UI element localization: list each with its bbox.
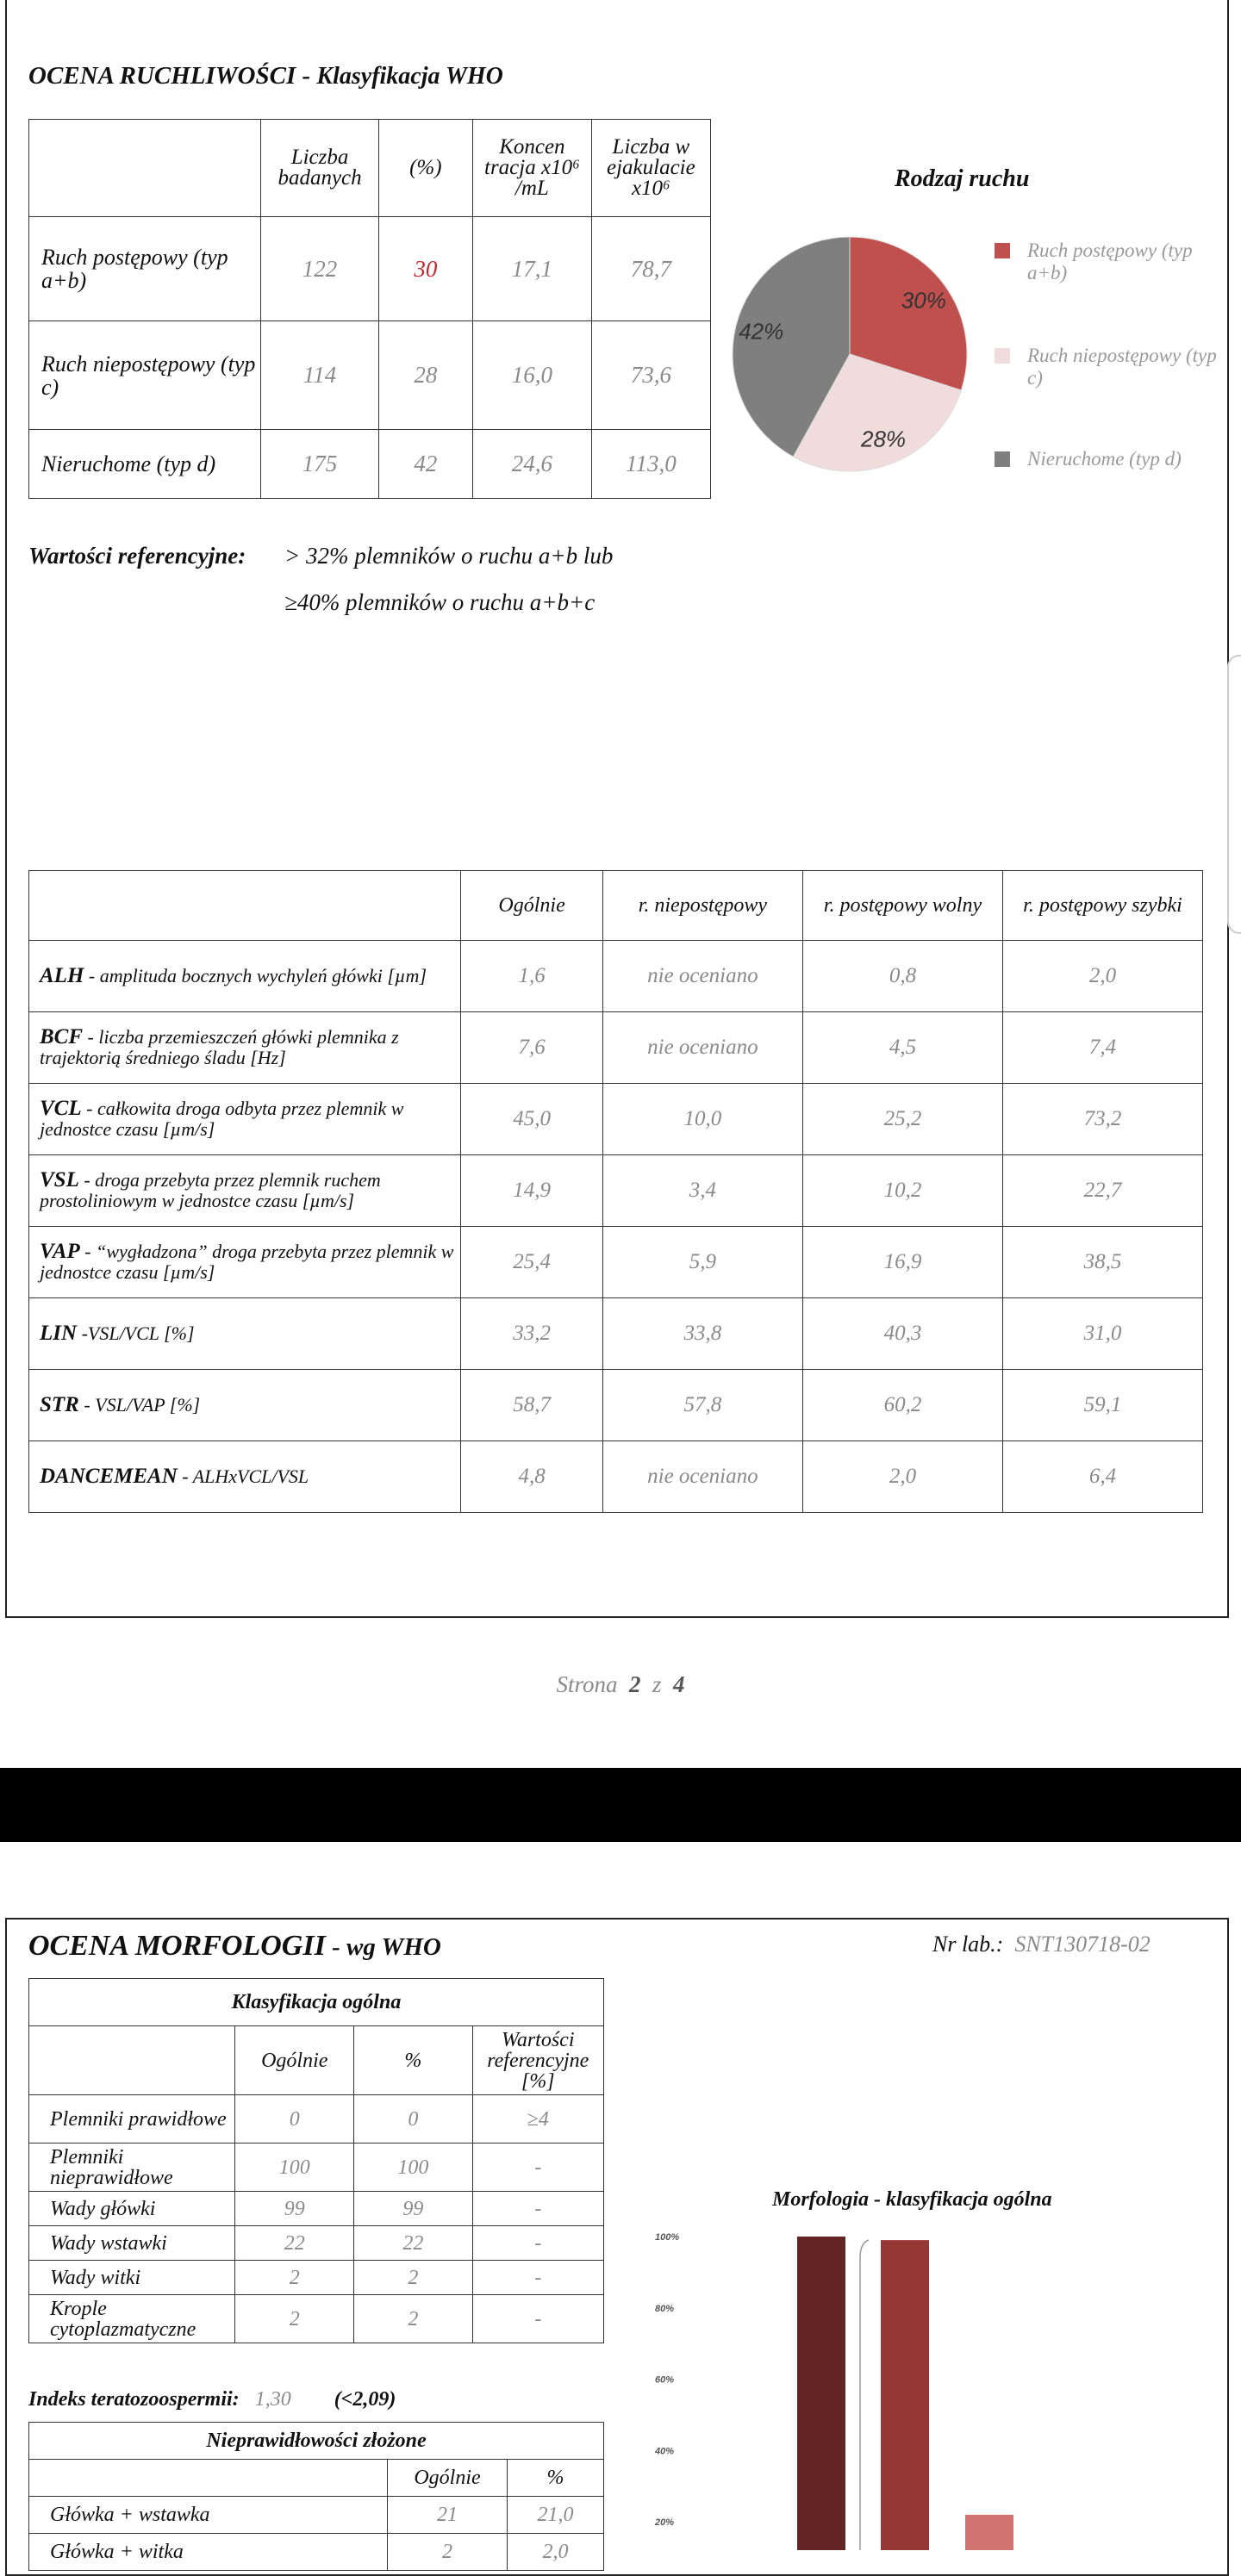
parameter-value: 10,0	[602, 1084, 802, 1155]
parameter-abbr: VSL	[40, 1168, 79, 1192]
scroll-handle[interactable]	[1227, 655, 1241, 934]
cell-ref: -	[472, 2144, 603, 2192]
parameter-abbr: DANCEMEAN	[40, 1465, 178, 1488]
motility-table	[28, 119, 711, 499]
parameter-value: 73,2	[1002, 1084, 1202, 1155]
empty-header-cell	[29, 120, 261, 217]
cell-ejaculate: 78,7	[591, 217, 710, 321]
cell-count: 114	[261, 321, 378, 430]
cell-concentration: 16,0	[473, 321, 592, 430]
parameter-value: 14,9	[461, 1155, 602, 1227]
cell-pct: 100	[354, 2144, 472, 2192]
parameter-value: 6,4	[1002, 1441, 1202, 1513]
cell-ejaculate: 73,6	[591, 321, 710, 430]
kinematics-table	[28, 870, 1203, 1513]
brace-line	[860, 2240, 869, 2550]
cell-ref: -	[472, 2192, 603, 2226]
header-progressive-slow: r. postępowy wolny	[802, 871, 1002, 941]
cell-concentration: 17,1	[473, 217, 592, 321]
header-progressive-fast: r. postępowy szybki	[1002, 871, 1202, 941]
parameter-abbr: ALH	[40, 964, 84, 987]
teratozoospermia-index: Indeks teratozoospermii: 1,30 (<2,09)	[28, 2388, 396, 2411]
cell-count: 0	[235, 2095, 354, 2144]
parameter-description: - droga przebyta przez plemnik ruchem prostoliniowym w jednostce czasu [µm/s]	[40, 1169, 381, 1211]
legend-swatch	[995, 348, 1010, 364]
cell-ref: -	[472, 2295, 603, 2343]
legend-swatch	[995, 451, 1010, 467]
parameter-value: 1,6	[461, 941, 602, 1012]
parameter-value: 38,5	[1002, 1227, 1202, 1298]
y-tick-label: 60%	[655, 2374, 675, 2386]
cell-label: Główka + witka	[29, 2534, 388, 2571]
y-tick-label: 20%	[655, 2517, 675, 2529]
cell-pct: 21,0	[508, 2497, 604, 2534]
cell-count: 21	[388, 2497, 508, 2534]
parameter-description: -VSL/VCL [%]	[77, 1322, 195, 1344]
parameter-value: 25,4	[461, 1227, 602, 1298]
empty-header-cell	[29, 2026, 235, 2095]
parameter-value: 40,3	[802, 1298, 1002, 1370]
parameter-value: 4,5	[802, 1012, 1002, 1084]
motility-title: OCENA RUCHLIWOŚCI - Klasyfikacja WHO	[28, 62, 503, 90]
parameter-value: 59,1	[1002, 1370, 1202, 1441]
cell-percent: 30	[378, 217, 472, 321]
y-tick-label: 80%	[655, 2303, 675, 2314]
pie-data-label: 42%	[739, 318, 784, 345]
header-count: Liczba badanych	[261, 120, 378, 217]
cell-count: 2	[388, 2534, 508, 2571]
legend-label: Nieruchome (typ d)	[1027, 448, 1182, 470]
header-percent: %	[354, 2026, 472, 2095]
parameter-abbr: STR	[40, 1393, 79, 1416]
cell-label: Główka + wstawka	[29, 2497, 388, 2534]
empty-header-cell	[29, 871, 461, 941]
parameter-description: - całkowita droga odbyta przez plemnik w jednostce czasu [µm/s]	[40, 1098, 404, 1140]
cell-label: Wady witki	[29, 2261, 235, 2295]
morphology-title: OCENA MORFOLOGII - wg WHO	[28, 1930, 441, 1962]
bar	[965, 2515, 1013, 2550]
parameter-value: 31,0	[1002, 1298, 1202, 1370]
table-row	[29, 1227, 1203, 1298]
bar-chart-title: Morfologia - klasyfikacja ogólna	[772, 2188, 1052, 2211]
cell-label: Plemniki prawidłowe	[29, 2095, 235, 2144]
parameter-label	[29, 1298, 461, 1370]
pie-data-label: 28%	[861, 426, 907, 452]
parameter-value: 57,8	[602, 1370, 802, 1441]
parameter-value: 7,6	[461, 1012, 602, 1084]
legend-swatch	[995, 243, 1010, 258]
table-row	[29, 1370, 1203, 1441]
cell-count: 99	[235, 2192, 354, 2226]
parameter-abbr: VAP	[40, 1240, 80, 1263]
pie-chart-title: Rodzaj ruchu	[895, 165, 1030, 192]
header-overall: Ogólnie	[388, 2460, 508, 2497]
cell-label: Wady główki	[29, 2192, 235, 2226]
parameter-value: 7,4	[1002, 1012, 1202, 1084]
page-separator	[0, 1768, 1241, 1842]
cell-pct: 2	[354, 2261, 472, 2295]
table-row	[29, 2261, 604, 2295]
parameter-value: nie oceniano	[602, 941, 802, 1012]
complex-title: Nieprawidłowości złożone	[29, 2423, 604, 2460]
parameter-value: 2,0	[1002, 941, 1202, 1012]
cell-label: Krople cytoplazmatyczne	[29, 2295, 235, 2343]
table-row	[29, 1155, 1203, 1227]
parameter-value: 45,0	[461, 1084, 602, 1155]
cell-ref: ≥4	[472, 2095, 603, 2144]
cell-percent: 42	[378, 430, 472, 499]
parameter-abbr: LIN	[40, 1322, 78, 1345]
bar	[881, 2240, 929, 2550]
parameter-value: 22,7	[1002, 1155, 1202, 1227]
table-row	[29, 2226, 604, 2261]
parameter-label	[29, 1155, 461, 1227]
table-row	[29, 1012, 1203, 1084]
parameter-description: - “wygładzona” droga przebyta przez plemnik w jednostce czasu [µm/s]	[40, 1241, 454, 1283]
parameter-value: 10,2	[802, 1155, 1002, 1227]
cell-concentration: 24,6	[473, 430, 592, 499]
page-indicator: Strona 2 z 4	[556, 1671, 685, 1697]
cell-count: 2	[235, 2295, 354, 2343]
parameter-description: - amplituda bocznych wychyleń główki [µm]	[84, 965, 427, 986]
pie-chart	[729, 229, 970, 479]
parameter-value: 5,9	[602, 1227, 802, 1298]
parameter-value: 33,2	[461, 1298, 602, 1370]
parameter-value: 16,9	[802, 1227, 1002, 1298]
parameter-label	[29, 1370, 461, 1441]
parameter-label	[29, 1012, 461, 1084]
cell-count: 2	[235, 2261, 354, 2295]
cell-pct: 99	[354, 2192, 472, 2226]
morphology-table	[28, 1978, 604, 2343]
cell-pct: 22	[354, 2226, 472, 2261]
empty-header-cell	[29, 2460, 388, 2497]
parameter-value: 60,2	[802, 1370, 1002, 1441]
cell-pct: 2	[354, 2295, 472, 2343]
cell-ref: -	[472, 2226, 603, 2261]
cell-count: 122	[261, 217, 378, 321]
parameter-abbr: VCL	[40, 1097, 82, 1120]
parameter-label	[29, 941, 461, 1012]
header-concentration: Koncen tracja x10⁶ /mL	[473, 120, 592, 217]
table-row	[29, 2095, 604, 2144]
cell-ref: -	[472, 2261, 603, 2295]
parameter-value: 33,8	[602, 1298, 802, 1370]
table-row	[29, 1084, 1203, 1155]
cell-percent: 28	[378, 321, 472, 430]
legend-label: Ruch niepostępowy (typ c)	[1027, 345, 1217, 389]
cell-ejaculate: 113,0	[591, 430, 710, 499]
parameter-abbr: BCF	[40, 1025, 84, 1048]
pie-data-label: 30%	[901, 287, 946, 314]
table-row	[29, 2192, 604, 2226]
table-row	[29, 941, 1203, 1012]
header-nonprogressive: r. niepostępowy	[602, 871, 802, 941]
parameter-value: 3,4	[602, 1155, 802, 1227]
cell-pct: 2,0	[508, 2534, 604, 2571]
parameter-value: nie oceniano	[602, 1441, 802, 1513]
legend-label: Ruch postępowy (typ a+b)	[1027, 240, 1193, 283]
reference-line-1: > 32% plemników o ruchu a+b lub	[284, 543, 614, 569]
cell-label: Wady wstawki	[29, 2226, 235, 2261]
parameter-description: - ALHxVCL/VSL	[177, 1465, 309, 1487]
header-overall: Ogólnie	[461, 871, 602, 941]
parameter-description: - VSL/VAP [%]	[78, 1394, 201, 1416]
header-percent: %	[508, 2460, 604, 2497]
table-row	[29, 1441, 1203, 1513]
complex-abnormalities-table	[28, 2422, 604, 2571]
lab-number: Nr lab.: SNT130718-02	[932, 1932, 1151, 1957]
general-classification-title: Klasyfikacja ogólna	[29, 1979, 604, 2026]
row-label: Ruch postępowy (typ a+b)	[29, 217, 261, 321]
parameter-value: nie oceniano	[602, 1012, 802, 1084]
y-tick-label: 100%	[655, 2232, 680, 2243]
reference-line-2: ≥40% plemników o ruchu a+b+c	[284, 589, 596, 615]
header-reference: Wartości referencyjne [%]	[472, 2026, 603, 2095]
header-ejaculate: Liczba w ejakulacie x10⁶	[591, 120, 710, 217]
row-label: Ruch niepostępowy (typ c)	[29, 321, 261, 430]
table-row	[29, 217, 711, 321]
table-row	[29, 321, 711, 430]
table-row	[29, 2534, 604, 2571]
table-row	[29, 2497, 604, 2534]
header-overall: Ogólnie	[235, 2026, 354, 2095]
parameter-value: 58,7	[461, 1370, 602, 1441]
parameter-value: 0,8	[802, 941, 1002, 1012]
bar-chart	[638, 2214, 1120, 2550]
parameter-label	[29, 1227, 461, 1298]
cell-label: Plemniki nieprawidłowe	[29, 2144, 235, 2192]
references-label: Wartości referencyjne:	[28, 543, 246, 569]
header-percent: (%)	[378, 120, 472, 217]
parameter-label	[29, 1084, 461, 1155]
bar	[797, 2237, 845, 2550]
parameter-description: - liczba przemieszczeń główki plemnika z trajektorią średniego śladu [Hz]	[40, 1026, 399, 1068]
cell-count: 100	[235, 2144, 354, 2192]
table-row	[29, 430, 711, 499]
cell-count: 175	[261, 430, 378, 499]
parameter-value: 4,8	[461, 1441, 602, 1513]
cell-pct: 0	[354, 2095, 472, 2144]
row-label: Nieruchome (typ d)	[29, 430, 261, 499]
parameter-value: 25,2	[802, 1084, 1002, 1155]
y-tick-label: 40%	[655, 2446, 675, 2457]
parameter-label	[29, 1441, 461, 1513]
table-row	[29, 2295, 604, 2343]
table-row	[29, 1298, 1203, 1370]
parameter-value: 2,0	[802, 1441, 1002, 1513]
cell-count: 22	[235, 2226, 354, 2261]
table-row	[29, 2144, 604, 2192]
